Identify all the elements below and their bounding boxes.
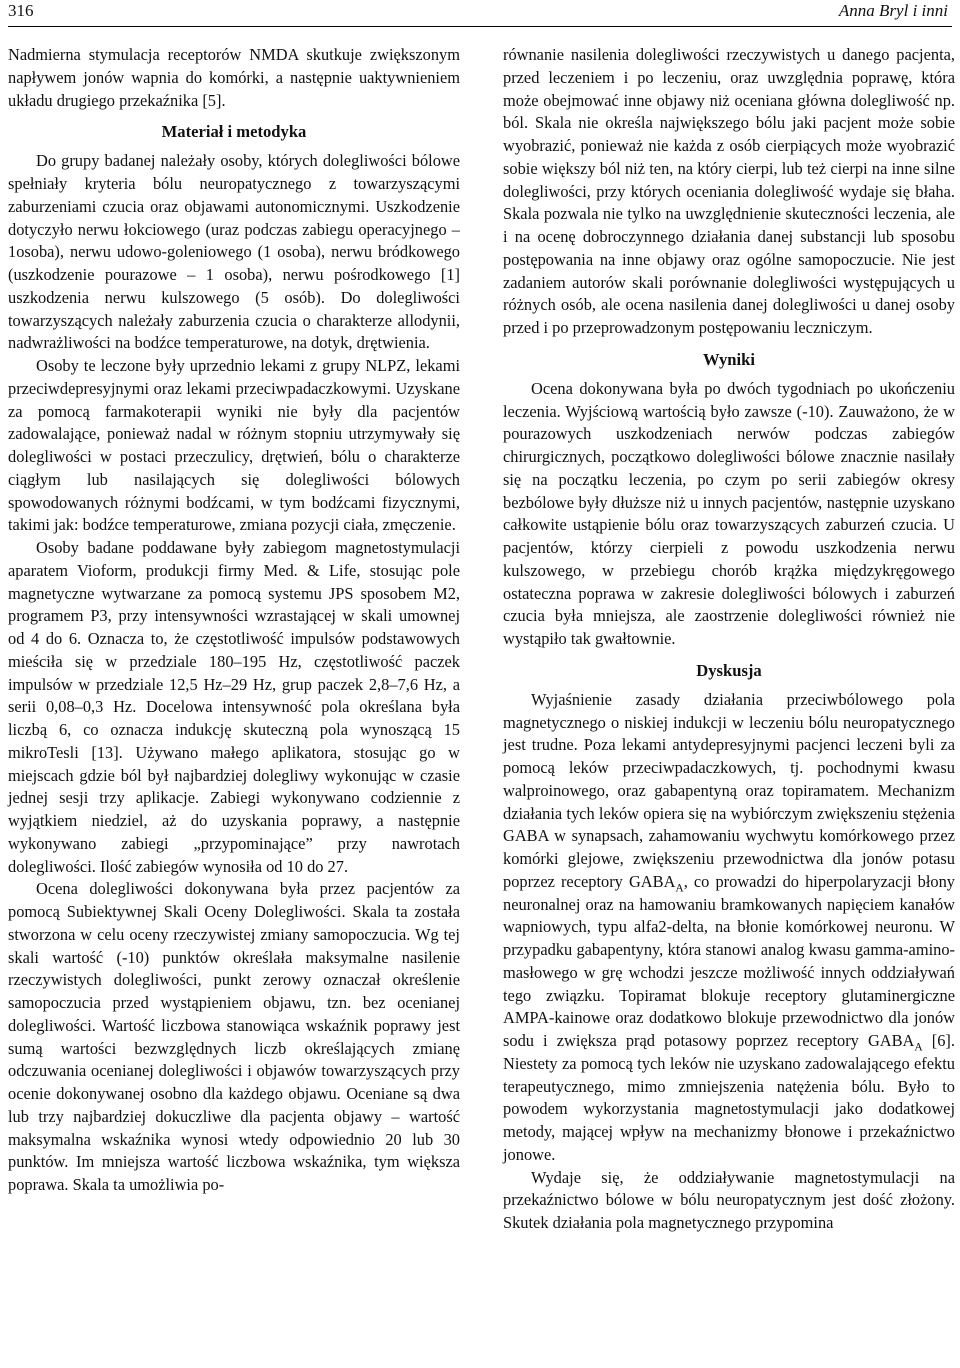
subscript: A <box>675 882 684 895</box>
heading-discussion: Dyskusja <box>696 660 762 680</box>
right-column <box>503 44 955 1235</box>
paragraph-drug-mechanisms <box>503 689 955 1167</box>
heading-results: Wyniki <box>703 349 755 369</box>
left-column <box>8 44 460 1197</box>
heading-methods: Materiał i metodyka <box>161 122 307 142</box>
paragraph-study-group: Do grupy badanej należały osoby, których dolegliwości bólowe spełniały kryteria bólu neuropatycznego z towarzyszącymi zaburzeniami czucia oraz objawami autonomicznymi. Uszkodzenie dotyczyło nerwu łokciowego (uraz podczas zabiegu operacyjnego – 1osoba), nerwu udowo-goleniowego (1 osoba), nerwu bródkowego (uszkodzenie pourazowe – 1 osoba), nerwu pośrodkowego [1] uszkodzenia nerwu kulszowego (5 osób). Do dolegliwości towarzyszących należały zaburzenia czucia o charakterze allodynii, nadwrażliwości na bodźce temperaturowe, na dotyk, drętwienia. <box>8 151 460 353</box>
paragraph-pain-scale: Ocena dolegliwości dokonywana była przez pacjentów za pomocą Subiektywnej Skali Oceny Dolegliwości. Skala ta została stworzona w celu oceny rzeczywistej zmiany samopoczucia. Wg tej skali wartość (-10) punktów określała maksymalne nasilenie rzeczywistych dolegliwości, punkt zerowy oznaczał określenie samopoczucia przed wystąpieniem objawu, tzn. bez ocenianej dolegliwości. Wartość liczbowa stanowiąca wskaźnik poprawy jest sumą wartości bezwzględnych liczb określających zmianę odczuwania ocenianej dolegliwości i objawów towarzyszących przy ocenie dokonywanej osobno dla każdego objawu. Oceniane są dwa lub trzy najbardziej dokuczliwe dla pacjenta objawy – wartość maksymalna wskaźnika wynosi wtedy odpowiednio 20 lub 30 punktów. Im mniejsza wartość liczbowa wskaźnika, tym większa poprawa. Skala ta umożliwia po- <box>8 879 460 1194</box>
paragraph-magnetostimulation-effect: Wydaje się, że oddziaływanie magnetostymulacji na przekaźnictwo bólowe w bólu neuropatycznym jest dość złożony. Skutek działania pola magnetycznego przypomina <box>503 1167 955 1232</box>
running-header-authors: Anna Bryl i inni <box>838 1 948 20</box>
text-segment: [6]. Niestety za pomocą tych leków nie uzyskano zadowalającego efektu terapeutycznego, mimo zmniejszenia natężenia bólu. Było to powodem wykorzystania magnetostymulacji jako dodatkowej metody, mającej wpływ na mechanizmy błonowe i przekaźnictwo jonowe. <box>503 1031 955 1164</box>
paragraph-intro-continued: Nadmierna stymulacja receptorów NMDA skutkuje zwiększonym napływem jonów wapnia do komórki, a następnie uaktywnieniem układu drugiego przekaźnika [5]. <box>8 45 460 110</box>
paragraph-results: Ocena dokonywana była po dwóch tygodniach po ukończeniu leczenia. Wyjściową wartością było zawsze (-10). Zauważono, że w pourazowych uszkodzeniach nerwów podczas zabiegów chirurgicznych, początkowo dolegliwości bólowe znacznie nasilały się na początku leczenia, po czym po serii zabiegów okresy bezbólowe były dłuższe niż u innych pacjentów, następnie uzyskano całkowite ustąpienie bólu oraz towarzyszących zaburzeń czucia. U pacjentów, którzy cierpieli z powodu uszkodzenia nerwu kulszowego, w przebiegu chorób krążka międzykręgowego ostateczna poprawa w zakresie dolegliwości bólowych i zaburzeń czucia była mniejsza, ale zaostrzenie dolegliwości również nie wystąpiło tak gwałtownie. <box>503 378 955 648</box>
paragraph-scale-continued: równanie nasilenia dolegliwości rzeczywistych u danego pacjenta, przed leczeniem i po leczeniu, oraz uwzględnia poprawę, która może obejmować inne objawy niż oceniana główna dolegliwość np. ból. Skala nie określa największego bólu jaki pacjent może sobie wyobrazić, ponieważ nie każda z osób cierpiących może wyobrazić sobie większy ból niż ten, na który cierpi, lub też cierpi na inne silne dolegliwości, przy których oceniania dolegliwość wydaje się błaha. Skala pozwala nie tylko na uwzględnienie skuteczności leczenia, ale i na ocenę dobroczynnego działania danej substancji lub sposobu postępowania na inne objawy oraz ogólne samopoczucie. Nie jest zadaniem autorów skali porównanie dolegliwości występujących u różnych osób, ale ocena nasilenia danej dolegliwości u danej osoby przed i po przeprowadzonym postępowaniu leczniczym. <box>503 45 955 337</box>
page-number: 316 <box>8 1 34 20</box>
subscript: A <box>914 1041 923 1054</box>
paragraph-prior-treatment: Osoby te leczone były uprzednio lekami z grupy NLPZ, lekami przeciwdepresyjnymi oraz lekami przeciwpadaczkowymi. Uzyskane za pomocą farmakoterapii wyniki nie były dla pacjentów zadowalające, ponieważ nadal w różnym stopniu utrzymywały się dolegliwości w postaci przeczulicy, drętwień, bólu o charakterze ciągłym lub nasilających się dolegliwości bólowych spowodowanych różnymi bodźcami, w tym bodźcami fizycznymi, takimi jak: bodźce temperaturowe, zmiana pozycji ciała, zmęczenie. <box>8 356 460 535</box>
page-header <box>8 0 952 27</box>
text-segment: , co prowadzi do hiperpolaryzacji błony neuronalnej oraz na hamowaniu bramkowanych napięciem kanałów wapniowych, typu alfa2-delta, na błonie komórkowej neuronu. W przypadku gabapentyny, która stanowi analog kwasu gamma-amino-masłowego w grę wchodzi jeszcze możliwość innych oddziaływań tego związku. Topiramat blokuje receptory glutaminergiczne AMPA-kainowe oraz dodatkowo blokuje przewodnictwo dla jonów sodu i zwiększa prąd potasowy poprzez receptory GABA <box>503 871 955 1050</box>
paragraph-magnetostimulation: Osoby badane poddawane były zabiegom magnetostymulacji aparatem Vioform, produkcji firmy Med. & Life, stosując pole magnetyczne wytwarzane za pomocą systemu JPS sposobem M2, programem P3, przy intensywności wzrastającej w skali umownej od 4 do 6. Oznacza to, że częstotliwość impulsów podstawowych mieściła się w przedziale 180–195 Hz, częstotliwość paczek impulsów w przedziale 12,5 Hz–29 Hz, grup paczek 2,8–7,6 Hz, a serii 0,08–0,3 Hz. Docelowa intensywność pola określana była liczbą 6, co oznacza indukcję skuteczną pola wynoszącą 15 mikroTesli [13]. Używano małego aplikatora, stosując go w miejscach gdzie ból był najbardziej dolegliwy wykonując w czasie jednej sesji trzy aplikacje. Zabiegi wykonywano codziennie z wyjątkiem niedziel, aż do uzyskania poprawy, a następnie wykonywano zabiegi „przypominające” przy nawrotach dolegliwości. Ilość zabiegów wynosiła od 10 do 27. <box>8 538 460 876</box>
text-segment: Wyjaśnienie zasady działania przeciwbólowego pola magnetycznego o niskiej indukcji w leczeniu bólu neuropatycznego jest trudne. Poza lekami antydepresyjnymi pacjenci leczeni byli za pomocą leków przeciwpadaczkowych, tj. pochodnymi kwasu walproinowego, oraz gabapentyną oraz topiramatem. Mechanizm działania tych leków opiera się na wybiórczym zwiększeniu stężenia GABA w synapsach, zahamowaniu wychwytu komórkowego przez komórki glejowe, zwiększeniu przewodnictwa dla jonów potasu poprzez receptory GABA <box>503 689 955 891</box>
